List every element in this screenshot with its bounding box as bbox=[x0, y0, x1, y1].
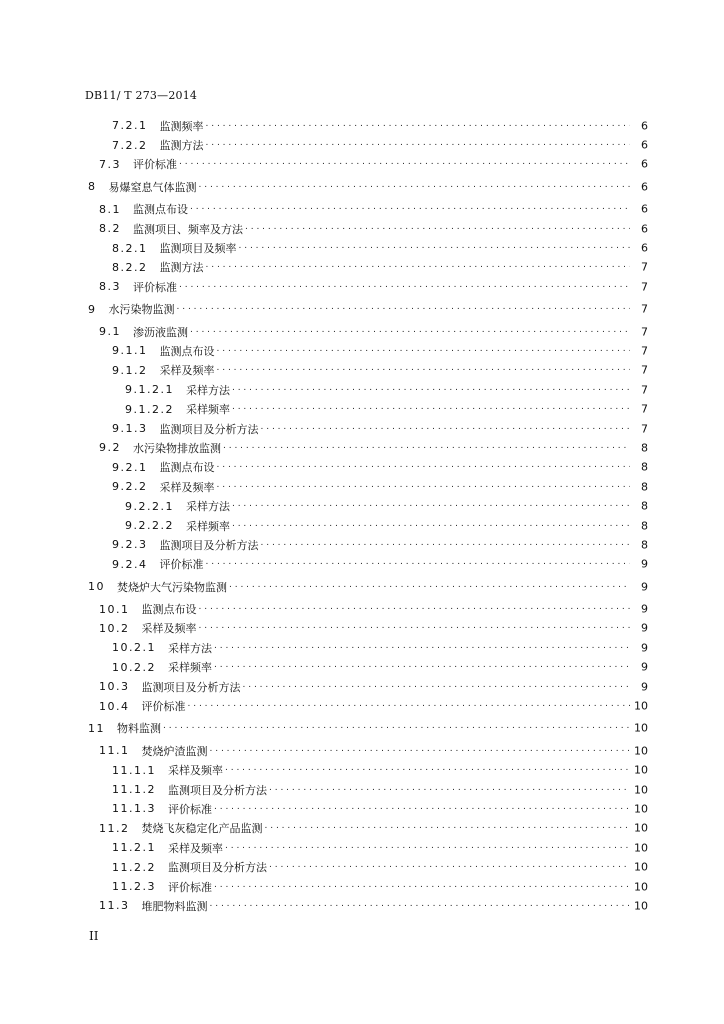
toc-entry[interactable] bbox=[0, 341, 724, 360]
toc-entry-number: 9.2.2.2 bbox=[125, 519, 174, 532]
toc-entry-title: 监测项目、频率及方法 bbox=[133, 222, 243, 236]
toc-entry-page: 6 bbox=[641, 119, 648, 133]
toc-entry-title: 采样方法 bbox=[168, 641, 212, 655]
toc-entry-title: 物料监测 bbox=[117, 722, 161, 736]
toc-dot-leader bbox=[199, 602, 631, 616]
toc-entry-title: 评价标准 bbox=[168, 802, 212, 816]
toc-entry-title: 采样及频率 bbox=[168, 764, 223, 778]
toc-entry-title: 焚烧炉大气污染物监测 bbox=[117, 580, 227, 594]
toc-entry-number: 11 bbox=[88, 721, 105, 735]
toc-entry-page: 7 bbox=[641, 402, 648, 416]
toc-entry-title: 采样及频率 bbox=[159, 364, 215, 378]
toc-entry-title: 采样方法 bbox=[185, 500, 230, 514]
toc-entry-title: 监测项目及分析方法 bbox=[159, 422, 259, 436]
toc-entry-title: 渗沥液监测 bbox=[133, 325, 188, 339]
toc-entry-title: 易爆窒息气体监测 bbox=[108, 180, 197, 194]
toc-entry-number: 10.2.2 bbox=[112, 660, 156, 674]
toc-entry-page: 10 bbox=[634, 763, 648, 777]
toc-entry-number: 9.2.2.1 bbox=[125, 499, 174, 513]
toc-entry-number: 11.1.1 bbox=[112, 763, 156, 777]
toc-dot-leader bbox=[232, 499, 630, 513]
toc-entry-title: 监测项目及分析方法 bbox=[168, 861, 267, 875]
document-code-header: DB11/ T 273—2014 bbox=[85, 89, 198, 102]
toc-entry-title: 水污染物排放监测 bbox=[133, 441, 221, 455]
toc-entry-page: 10 bbox=[634, 744, 648, 758]
toc-entry-number: 8.3 bbox=[99, 280, 121, 294]
toc-entry-title: 水污染物监测 bbox=[108, 303, 175, 317]
toc-entry[interactable] bbox=[0, 819, 724, 838]
toc-dot-leader bbox=[269, 783, 630, 797]
toc-entry-number: 10.3 bbox=[99, 680, 130, 694]
toc-entry-number: 9.1.1 bbox=[112, 344, 148, 358]
toc-dot-leader bbox=[225, 763, 630, 777]
toc-entry[interactable] bbox=[0, 780, 724, 799]
toc-dot-leader bbox=[261, 422, 631, 436]
toc-entry-title: 监测项目及分析方法 bbox=[168, 783, 267, 797]
toc-entry-page: 7 bbox=[641, 422, 648, 436]
toc-dot-leader bbox=[217, 363, 631, 377]
toc-entry[interactable] bbox=[0, 677, 724, 696]
toc-entry-page: 8 bbox=[641, 499, 648, 513]
toc-dot-leader bbox=[214, 802, 630, 816]
toc-entry-number: 7.2.2 bbox=[112, 138, 148, 152]
toc-entry-page: 7 bbox=[641, 383, 648, 397]
toc-entry[interactable] bbox=[0, 857, 724, 876]
toc-entry-number: 9.1 bbox=[99, 325, 121, 339]
toc-entry-page: 6 bbox=[641, 180, 648, 194]
toc-entry-number: 7.2.1 bbox=[112, 119, 148, 133]
toc-dot-leader bbox=[179, 157, 630, 171]
toc-dot-leader bbox=[214, 880, 630, 894]
toc-entry[interactable] bbox=[0, 477, 724, 496]
toc-entry-number: 9.1.2 bbox=[112, 363, 148, 377]
toc-entry-number: 9.2.1 bbox=[112, 460, 148, 474]
toc-entry[interactable] bbox=[0, 799, 724, 818]
toc-entry-title: 采样及频率 bbox=[168, 841, 223, 855]
toc-entry[interactable] bbox=[0, 300, 724, 319]
toc-entry-page: 7 bbox=[641, 280, 648, 294]
toc-entry-title: 采样频率 bbox=[185, 403, 230, 417]
toc-entry-number: 11.1.3 bbox=[112, 802, 156, 816]
toc-entry-title: 评价标准 bbox=[168, 880, 212, 894]
toc-entry[interactable] bbox=[0, 896, 724, 915]
toc-dot-leader bbox=[177, 302, 631, 316]
toc-entry-page: 7 bbox=[641, 363, 648, 377]
toc-entry-number: 11.2 bbox=[99, 821, 130, 835]
toc-entry[interactable] bbox=[0, 200, 724, 219]
toc-entry-number: 7.3 bbox=[99, 157, 121, 171]
toc-entry[interactable] bbox=[0, 638, 724, 657]
toc-entry-number: 8.2.1 bbox=[112, 241, 148, 255]
toc-dot-leader bbox=[190, 202, 630, 216]
toc-entry-page: 6 bbox=[641, 202, 648, 216]
toc-entry-number: 8.2.2 bbox=[112, 260, 148, 274]
toc-entry-number: 9 bbox=[88, 302, 97, 316]
toc-dot-leader bbox=[239, 241, 631, 255]
toc-entry[interactable] bbox=[0, 535, 724, 554]
toc-dot-leader bbox=[261, 538, 631, 552]
toc-entry[interactable] bbox=[0, 116, 724, 135]
toc-entry[interactable] bbox=[0, 761, 724, 780]
toc-dot-leader bbox=[188, 699, 631, 713]
toc-entry-number: 9.1.3 bbox=[112, 422, 148, 436]
toc-dot-leader bbox=[210, 744, 631, 758]
toc-entry[interactable] bbox=[0, 577, 724, 596]
toc-entry-page: 7 bbox=[641, 344, 648, 358]
page-number: II bbox=[89, 929, 99, 943]
toc-dot-leader bbox=[269, 860, 630, 874]
toc-dot-leader bbox=[245, 222, 630, 236]
toc-dot-leader bbox=[206, 557, 631, 571]
toc-entry[interactable] bbox=[0, 155, 724, 174]
toc-dot-leader bbox=[232, 402, 630, 416]
toc-entry-page: 8 bbox=[641, 538, 648, 552]
toc-entry-title: 监测项目及频率 bbox=[159, 242, 237, 256]
toc-entry-number: 9.2.3 bbox=[112, 538, 148, 552]
toc-entry[interactable] bbox=[0, 877, 724, 896]
toc-entry-number: 9.2 bbox=[99, 441, 121, 455]
toc-entry[interactable] bbox=[0, 619, 724, 638]
toc-dot-leader bbox=[217, 344, 631, 358]
toc-entry-page: 8 bbox=[641, 441, 648, 455]
toc-dot-leader bbox=[223, 441, 630, 455]
toc-dot-leader bbox=[206, 260, 631, 274]
toc-entry[interactable] bbox=[0, 516, 724, 535]
toc-entry-page: 7 bbox=[641, 302, 648, 316]
toc-entry-page: 9 bbox=[641, 621, 648, 635]
toc-entry-page: 10 bbox=[634, 721, 648, 735]
toc-entry-number: 11.2.3 bbox=[112, 880, 156, 894]
toc-entry[interactable] bbox=[0, 741, 724, 760]
toc-entry-page: 10 bbox=[634, 821, 648, 835]
toc-dot-leader bbox=[179, 280, 630, 294]
toc-entry-number: 8 bbox=[88, 180, 97, 194]
toc-entry-title: 采样及频率 bbox=[159, 480, 215, 494]
toc-entry-page: 6 bbox=[641, 222, 648, 236]
toc-entry-number: 10.2 bbox=[99, 621, 130, 635]
toc-dot-leader bbox=[232, 519, 630, 533]
toc-entry-page: 10 bbox=[634, 899, 648, 913]
toc-entry-page: 10 bbox=[634, 783, 648, 797]
toc-dot-leader bbox=[232, 383, 630, 397]
toc-entry-page: 9 bbox=[641, 680, 648, 694]
toc-dot-leader bbox=[190, 325, 630, 339]
toc-dot-leader bbox=[225, 841, 630, 855]
toc-entry-title: 监测点布设 bbox=[159, 461, 215, 475]
toc-dot-leader bbox=[199, 621, 631, 635]
toc-entry[interactable] bbox=[0, 496, 724, 515]
toc-entry-page: 7 bbox=[641, 260, 648, 274]
toc-dot-leader bbox=[199, 180, 631, 194]
toc-dot-leader bbox=[214, 641, 630, 655]
toc-entry-title: 焚烧飞灰稳定化产品监测 bbox=[141, 822, 263, 836]
toc-entry-page: 6 bbox=[641, 157, 648, 171]
toc-entry-page: 8 bbox=[641, 519, 648, 532]
toc-dot-leader bbox=[229, 580, 630, 594]
toc-entry-number: 11.1.2 bbox=[112, 783, 156, 797]
toc-entry-page: 9 bbox=[641, 641, 648, 655]
toc-entry-title: 焚烧炉渣监测 bbox=[141, 744, 208, 758]
toc-dot-leader bbox=[243, 680, 631, 694]
toc-entry-page: 10 bbox=[634, 860, 648, 874]
toc-dot-leader bbox=[206, 138, 631, 152]
toc-entry[interactable] bbox=[0, 219, 724, 238]
toc-entry-number: 11.3 bbox=[99, 899, 130, 913]
toc-entry[interactable] bbox=[0, 238, 724, 257]
toc-entry[interactable] bbox=[0, 399, 724, 418]
toc-entry-number: 9.2.4 bbox=[112, 557, 148, 571]
toc-entry-number: 10 bbox=[88, 580, 105, 594]
toc-entry-page: 6 bbox=[641, 241, 648, 255]
toc-entry-page: 6 bbox=[641, 138, 648, 152]
toc-entry-number: 8.1 bbox=[99, 202, 121, 216]
toc-entry[interactable] bbox=[0, 838, 724, 857]
toc-entry-page: 9 bbox=[641, 660, 648, 674]
toc-entry-page: 10 bbox=[634, 699, 648, 713]
toc-entry-title: 采样方法 bbox=[185, 383, 230, 397]
toc-entry[interactable] bbox=[0, 361, 724, 380]
toc-dot-leader bbox=[265, 821, 631, 835]
toc-entry-title: 监测方法 bbox=[159, 261, 204, 275]
table-of-contents bbox=[0, 116, 724, 916]
toc-entry-number: 11.2.1 bbox=[112, 841, 156, 855]
toc-entry-number: 9.2.2 bbox=[112, 480, 148, 494]
toc-entry[interactable] bbox=[0, 438, 724, 457]
toc-dot-leader bbox=[217, 460, 631, 474]
toc-dot-leader bbox=[163, 721, 630, 735]
toc-entry-title: 采样频率 bbox=[168, 661, 212, 675]
toc-entry-page: 9 bbox=[641, 602, 648, 616]
toc-entry[interactable] bbox=[0, 135, 724, 154]
toc-entry[interactable] bbox=[0, 555, 724, 574]
toc-entry-title: 采样频率 bbox=[185, 519, 230, 533]
toc-entry[interactable] bbox=[0, 419, 724, 438]
toc-entry-title: 监测点布设 bbox=[159, 344, 215, 358]
toc-entry-title: 监测项目及分析方法 bbox=[159, 538, 259, 552]
toc-entry-number: 11.1 bbox=[99, 744, 130, 758]
toc-entry-number: 9.1.2.1 bbox=[125, 383, 174, 397]
toc-entry-title: 堆肥物料监测 bbox=[141, 899, 208, 913]
toc-entry-page: 9 bbox=[641, 557, 648, 571]
toc-entry[interactable] bbox=[0, 696, 724, 715]
toc-dot-leader bbox=[210, 899, 631, 913]
toc-entry-title: 监测点布设 bbox=[141, 603, 197, 617]
toc-entry-number: 9.1.2.2 bbox=[125, 402, 174, 416]
toc-entry[interactable] bbox=[0, 380, 724, 399]
toc-dot-leader bbox=[214, 660, 630, 674]
toc-entry-page: 10 bbox=[634, 841, 648, 855]
toc-dot-leader bbox=[217, 480, 631, 494]
toc-entry[interactable] bbox=[0, 322, 724, 341]
toc-entry-title: 监测方法 bbox=[159, 139, 204, 153]
toc-entry[interactable] bbox=[0, 458, 724, 477]
toc-entry[interactable] bbox=[0, 258, 724, 277]
toc-entry-title: 监测点布设 bbox=[133, 203, 188, 217]
toc-entry-title: 采样及频率 bbox=[141, 622, 197, 636]
toc-entry-number: 10.1 bbox=[99, 602, 130, 616]
toc-entry-number: 10.2.1 bbox=[112, 641, 156, 655]
toc-entry-title: 监测项目及分析方法 bbox=[141, 680, 241, 694]
toc-entry-number: 11.2.2 bbox=[112, 860, 156, 874]
toc-entry-page: 7 bbox=[641, 325, 648, 339]
toc-entry-number: 10.4 bbox=[99, 699, 130, 713]
toc-entry-page: 8 bbox=[641, 480, 648, 494]
toc-entry[interactable] bbox=[0, 719, 724, 738]
toc-entry[interactable] bbox=[0, 277, 724, 296]
toc-entry-number: 8.2 bbox=[99, 222, 121, 236]
toc-entry[interactable] bbox=[0, 599, 724, 618]
toc-entry-title: 评价标准 bbox=[133, 280, 177, 294]
toc-entry-page: 9 bbox=[641, 580, 648, 594]
toc-entry-page: 8 bbox=[641, 460, 648, 474]
toc-entry[interactable] bbox=[0, 658, 724, 677]
toc-entry-page: 10 bbox=[634, 802, 648, 816]
toc-dot-leader bbox=[206, 119, 631, 133]
toc-entry-title: 评价标准 bbox=[133, 158, 177, 172]
toc-entry[interactable] bbox=[0, 177, 724, 196]
toc-entry-title: 监测频率 bbox=[159, 119, 204, 133]
toc-entry-title: 评价标准 bbox=[159, 558, 204, 572]
toc-entry-title: 评价标准 bbox=[141, 700, 186, 714]
toc-entry-page: 10 bbox=[634, 880, 648, 894]
